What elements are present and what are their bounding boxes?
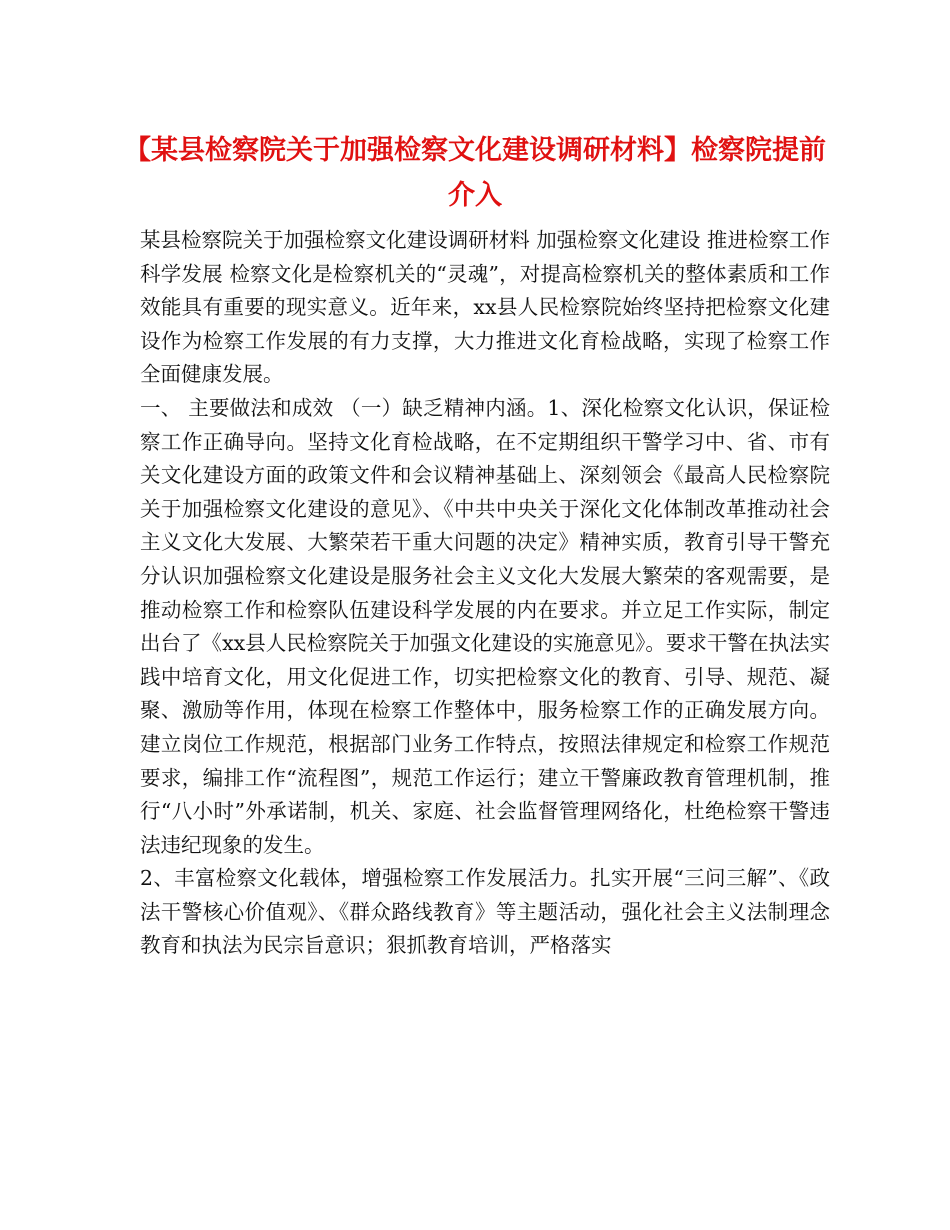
document-title: 【某县检察院关于加强检察文化建设调研材料】检察院提前介入 (124, 135, 826, 211)
paragraph-section-two: 2、丰富检察文化载体，增强检察工作发展活力。扎实开展“三问三解”、《政法干警核心价值观》、《群众路线教育》等主题活动，强化社会主义法制理念教育和执法为民宗旨意识；狠抓教育培训，严格落实 (140, 866, 830, 958)
paragraph-section-one: 一、 主要做法和成效 （一）缺乏精神内涵。1、深化检察文化认识，保证检察工作正确导向。坚持文化育检战略，在不定期组织干警学习中、省、市有关文化建设方面的政策文件和会议精神基础上、深刻领会《最高人民检察院关于加强检察文化建设的意见》、《中共中央关于深化文化体制改革推动社会主义文化大发展、大繁荣若干重大问题的决定》精神实质，教育引导干警充分认识加强检察文化建设是服务社会主义文化大发展大繁荣的客观需要，是推动检察工作和检察队伍建设科学发展的内在要求。并立足工作实际，制定出台了《xx县人民检察院关于加强文化建设的实施意见》。要求干警在执法实践中培育文化，用文化促进工作，切实把检察文化的教育、引导、规范、凝聚、激励等作用，体现在检察工作整体中，服务检察工作的正确发展方向。建立岗位工作规范，根据部门业务工作特点，按照法律规定和检察工作规范要求，编排工作“流程图”，规范工作运行；建立干警廉政教育管理机制，推行“八小时”外承诺制，机关、家庭、社会监督管理网络化，杜绝检察干警违法违纪现象的发生。 (140, 395, 830, 857)
document-body (140, 224, 830, 963)
paragraph-intro: 某县检察院关于加强检察文化建设调研材料 加强检察文化建设 推进检察工作科学发展 检察文化是检察机关的“灵魂”，对提高检察机关的整体素质和工作效能具有重要的现实意义。近年来，xx县人民检察院始终坚持把检察文化建设作为检察工作发展的有力支撑，大力推进文化育检战略，实现了检察工作全面健康发展。 (140, 228, 830, 387)
